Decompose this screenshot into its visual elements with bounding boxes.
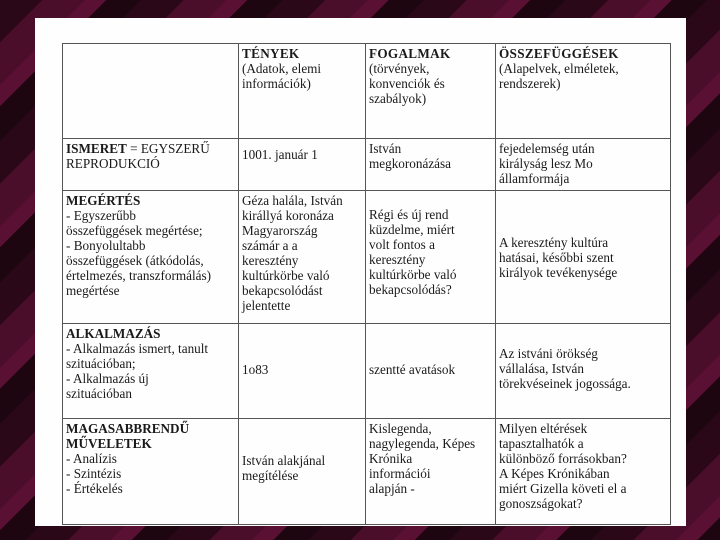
row-megertes <box>63 191 671 324</box>
header-tenyek-sub: (Adatok, elemi <box>242 61 322 76</box>
cell-text: 1001. január 1 <box>242 147 318 162</box>
cell-text: A keresztény kultúra <box>499 235 609 250</box>
header-tenyek-sub: információk) <box>242 76 311 91</box>
alkalmazas-label-cell <box>63 324 239 419</box>
alkalmazas-label: ALKALMAZÁS <box>66 326 161 341</box>
magasabb-label-cell <box>63 419 239 525</box>
cell-text: bekapcsolódást <box>242 283 323 298</box>
megertes-osszefuggesek <box>496 191 671 324</box>
cell-text: - Értékelés <box>66 481 123 496</box>
cell-text: Géza halála, István <box>242 193 343 208</box>
document-page <box>35 18 686 526</box>
cell-text: megítélése <box>242 468 299 483</box>
cell-text: István <box>369 141 402 156</box>
cell-text: fejedelemség után <box>499 141 595 156</box>
taxonomy-table <box>62 43 671 525</box>
cell-text: hatásai, későbbi szent <box>499 250 614 265</box>
cell-text: Krónika <box>369 451 413 466</box>
ismeret-osszefuggesek <box>496 139 671 191</box>
row-magasabb <box>63 419 671 525</box>
cell-text: tapasztalhatók a <box>499 436 584 451</box>
magasabb-label: MŰVELETEK <box>66 436 152 451</box>
cell-text: különböző forrásokban? <box>499 451 627 466</box>
header-empty-cell <box>63 44 239 139</box>
cell-text: - Bonyolultabb <box>66 238 146 253</box>
megertes-tenyek <box>239 191 366 324</box>
cell-text: keresztény <box>242 253 299 268</box>
cell-text: - Analízis <box>66 451 117 466</box>
ismeret-fogalmak <box>366 139 496 191</box>
cell-text: gonoszságokat? <box>499 496 583 511</box>
alkalmazas-tenyek <box>239 324 366 419</box>
cell-text: - Egyszerűbb <box>66 208 136 223</box>
ismeret-label-cell <box>63 139 239 191</box>
ismeret-label-rest: = EGYSZERŰ <box>126 141 210 156</box>
cell-text: összefüggések megértése; <box>66 223 203 238</box>
row-alkalmazas <box>63 324 671 419</box>
cell-text: Kislegenda, <box>369 421 432 436</box>
header-fogalmak-sub: szabályok) <box>369 91 427 106</box>
header-fogalmak-sub: (törvények, <box>369 61 430 76</box>
header-fogalmak-sub: konvenciók és <box>369 76 445 91</box>
header-fogalmak <box>366 44 496 139</box>
cell-text: értelmezés, transzformálás) <box>66 268 211 283</box>
header-osszefuggesek-title: ÖSSZEFÜGGÉSEK <box>499 46 619 61</box>
cell-text: királyság lesz Mo <box>499 156 593 171</box>
cell-text: Milyen eltérések <box>499 421 588 436</box>
cell-text: volt fontos a <box>369 237 435 252</box>
cell-text: számár a a <box>242 238 298 253</box>
row-ismeret <box>63 139 671 191</box>
cell-text: alapján - <box>369 481 415 496</box>
magasabb-fogalmak <box>366 419 496 525</box>
header-osszefuggesek-sub: (Alapelvek, elméletek, <box>499 61 619 76</box>
header-osszefuggesek <box>496 44 671 139</box>
magasabb-tenyek <box>239 419 366 525</box>
magasabb-osszefuggesek <box>496 419 671 525</box>
cell-text: nagylegenda, Képes <box>369 436 476 451</box>
cell-text: szituációban; <box>66 356 136 371</box>
cell-text: István alakjánal <box>242 453 326 468</box>
header-fogalmak-title: FOGALMAK <box>369 46 451 61</box>
cell-text: Régi és új rend <box>369 207 449 222</box>
cell-text: Magyarország <box>242 223 318 238</box>
ismeret-tenyek <box>239 139 366 191</box>
cell-text: bekapcsolódás? <box>369 282 452 297</box>
cell-text: - Szintézis <box>66 466 122 481</box>
cell-text: miért Gizella követi el a <box>499 481 627 496</box>
cell-text: összefüggések (átkódolás, <box>66 253 204 268</box>
cell-text: királlyá koronáza <box>242 208 334 223</box>
cell-text: szituációban <box>66 386 132 401</box>
megertes-fogalmak <box>366 191 496 324</box>
header-osszefuggesek-sub: rendszerek) <box>499 76 561 91</box>
ismeret-label: ISMERET <box>66 141 127 156</box>
header-tenyek-title: TÉNYEK <box>242 46 300 61</box>
alkalmazas-osszefuggesek <box>496 324 671 419</box>
megertes-label: MEGÉRTÉS <box>66 193 141 208</box>
cell-text: megértése <box>66 283 120 298</box>
header-row <box>63 44 671 139</box>
cell-text: küzdelme, miért <box>369 222 455 237</box>
header-tenyek <box>239 44 366 139</box>
cell-text: - Alkalmazás ismert, tanult <box>66 341 209 356</box>
cell-text: információi <box>369 466 431 481</box>
ismeret-label-rest: REPRODUKCIÓ <box>66 156 160 171</box>
cell-text: királyok tevékenysége <box>499 265 618 280</box>
cell-text: államformája <box>499 171 570 186</box>
cell-text: - Alkalmazás új <box>66 371 149 386</box>
cell-text: kultúrkörbe való <box>242 268 330 283</box>
cell-text: 1o83 <box>242 362 269 377</box>
cell-text: Az istváni örökség <box>499 346 598 361</box>
cell-text: A Képes Krónikában <box>499 466 610 481</box>
alkalmazas-fogalmak <box>366 324 496 419</box>
cell-text: törekvéseinek jogossága. <box>499 376 631 391</box>
cell-text: szentté avatások <box>369 362 456 377</box>
magasabb-label: MAGASABBRENDŰ <box>66 421 190 436</box>
cell-text: vállalása, István <box>499 361 584 376</box>
cell-text: megkoronázása <box>369 156 452 171</box>
megertes-label-cell <box>63 191 239 324</box>
cell-text: keresztény <box>369 252 426 267</box>
cell-text: jelentette <box>242 298 291 313</box>
cell-text: kultúrkörbe való <box>369 267 457 282</box>
